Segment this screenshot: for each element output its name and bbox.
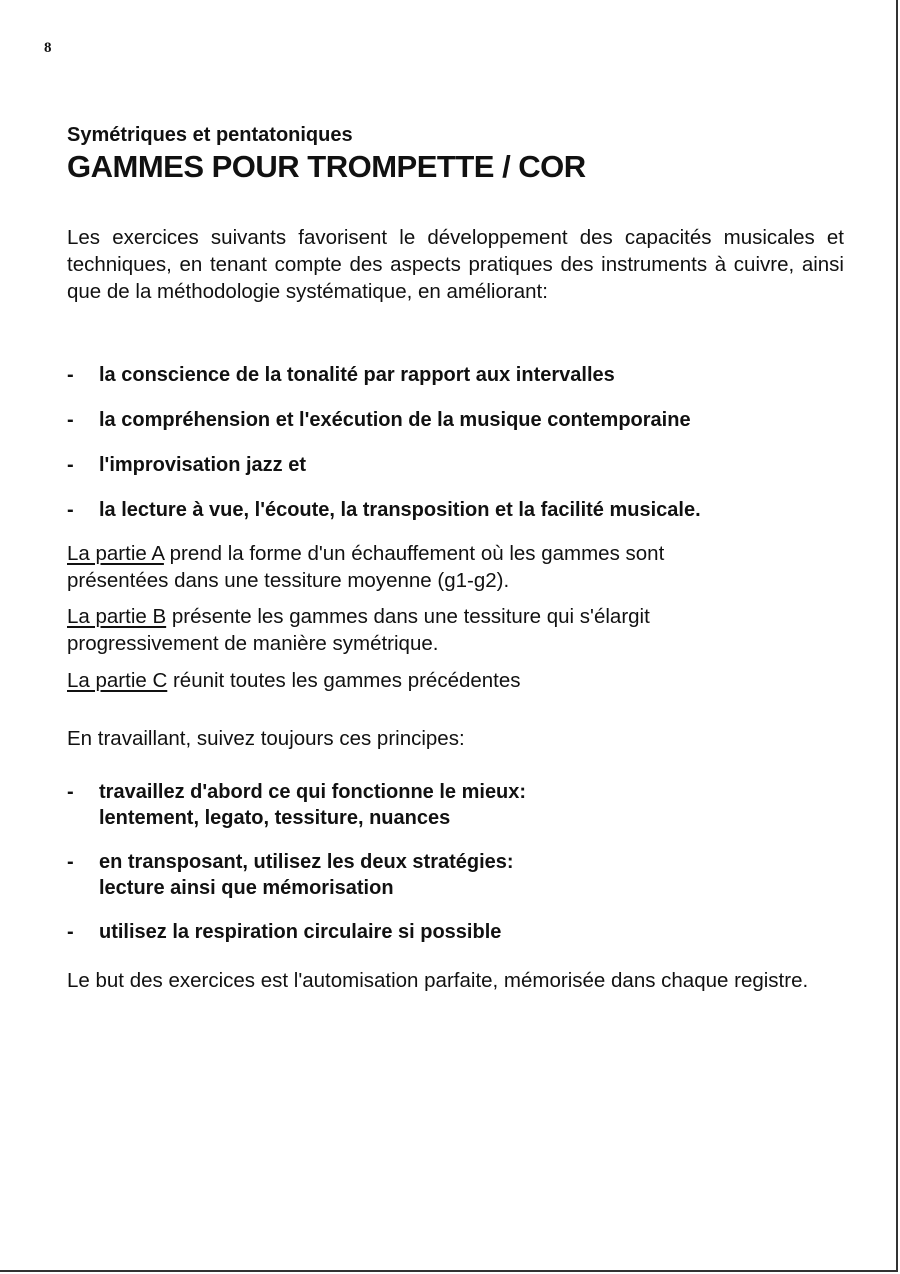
principles-intro: En travaillant, suivez toujours ces principes: bbox=[67, 727, 465, 750]
part-c-text: réunit toutes les gammes précédentes bbox=[167, 669, 521, 692]
goal-text: la compréhension et l'exécution de la musique contemporaine bbox=[99, 409, 691, 431]
principle-line-1: utilisez la respiration circulaire si possible bbox=[99, 921, 502, 943]
part-a-text: prend la forme d'un échauffement où les gammes sont bbox=[163, 542, 665, 565]
goal-text: l'improvisation jazz et bbox=[99, 454, 307, 476]
principles-list bbox=[67, 779, 844, 945]
part-a-paragraph bbox=[67, 540, 844, 594]
part-c-label: La partie C bbox=[67, 669, 168, 692]
bullet-dash: - bbox=[67, 781, 74, 803]
part-b-paragraph bbox=[67, 603, 844, 657]
list-item bbox=[67, 779, 844, 831]
page-content bbox=[67, 122, 844, 992]
part-c-paragraph bbox=[67, 667, 844, 694]
conclusion-paragraph: Le but des exercices est l'automisation parfaite, mémorisée dans chaque registre. bbox=[67, 969, 809, 992]
part-b-text-2: progressivement de manière symétrique. bbox=[67, 632, 439, 655]
bullet-dash: - bbox=[67, 851, 74, 873]
part-a-text-2: présentées dans une tessiture moyenne (g1-g2). bbox=[67, 569, 510, 592]
bullet-dash: - bbox=[67, 409, 74, 431]
list-item bbox=[67, 497, 844, 523]
intro-paragraph: Les exercices suivants favorisent le développement des capacités musicales et techniques, en tenant compte des aspects pratiques des instruments à cuivre, ainsi que de la méthodologie systématique, en améliorant: bbox=[67, 226, 844, 303]
subtitle: Symétriques et pentatoniques bbox=[67, 124, 353, 146]
bullet-dash: - bbox=[67, 364, 74, 386]
principle-line-2: lentement, legato, tessiture, nuances bbox=[99, 807, 451, 829]
bullet-dash: - bbox=[67, 454, 74, 476]
bullet-dash: - bbox=[67, 921, 74, 943]
list-item bbox=[67, 919, 844, 945]
part-a-label: La partie A bbox=[67, 542, 164, 565]
part-b-text: présente les gammes dans une tessiture qui s'élargit bbox=[166, 605, 650, 628]
list-item bbox=[67, 362, 844, 388]
principle-line-1: en transposant, utilisez les deux stratégies: bbox=[99, 851, 514, 873]
bullet-dash: - bbox=[67, 499, 74, 521]
page-number: 8 bbox=[44, 40, 52, 56]
list-item bbox=[67, 407, 844, 433]
principle-line-1: travaillez d'abord ce qui fonctionne le mieux: bbox=[99, 781, 527, 803]
list-item bbox=[67, 849, 844, 901]
principle-line-2: lecture ainsi que mémorisation bbox=[99, 877, 394, 899]
goals-list bbox=[67, 362, 844, 523]
goal-text: la lecture à vue, l'écoute, la transposition et la facilité musicale. bbox=[99, 499, 701, 521]
goal-text: la conscience de la tonalité par rapport aux intervalles bbox=[99, 364, 615, 386]
part-b-label: La partie B bbox=[67, 605, 167, 628]
page-title: GAMMES POUR TROMPETTE / COR bbox=[67, 149, 586, 184]
list-item bbox=[67, 452, 844, 478]
